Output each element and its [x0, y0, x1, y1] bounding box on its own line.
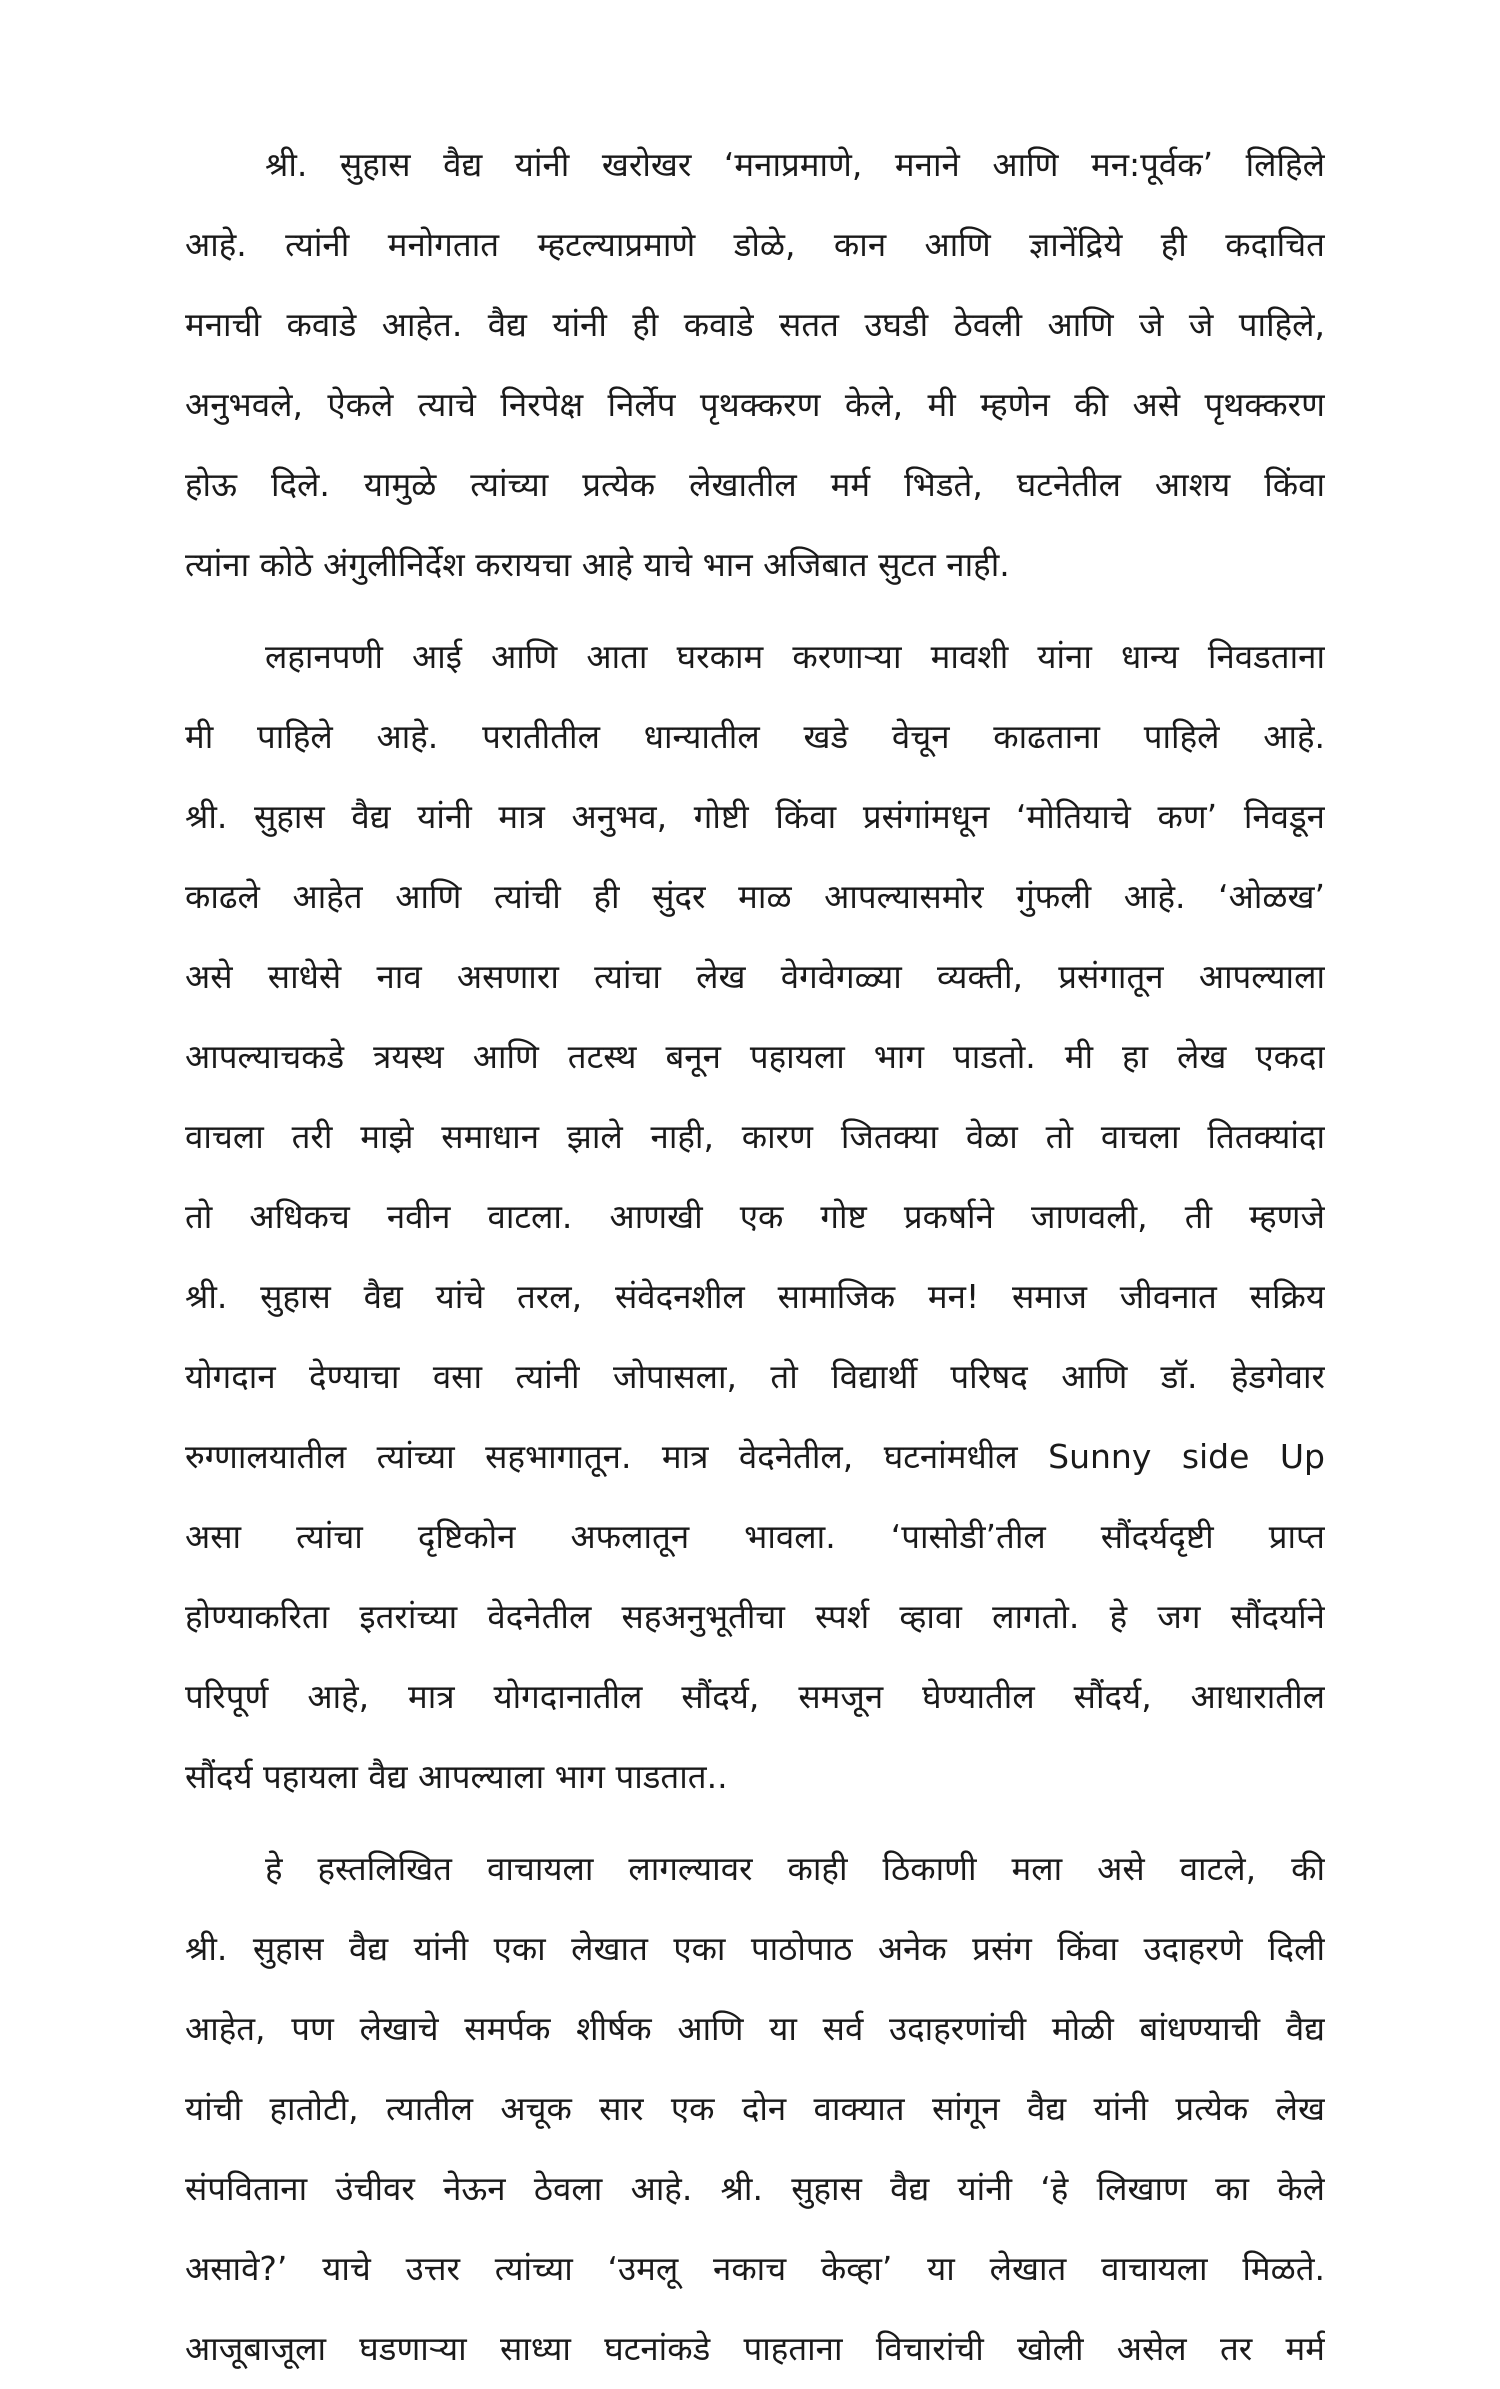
text-line: आजूबाजूला घडणाऱ्या साध्या घटनांकडे पाहताना विचारांची खोली असेल तर मर्म [185, 2329, 1325, 2368]
text-line: संपविताना उंचीवर नेऊन ठेवला आहे. श्री. सुहास वैद्य यांनी ‘हे लिखाण का केले [185, 2169, 1325, 2208]
document-page [185, 125, 1325, 2389]
text-line: यांची हातोटी, त्यातील अचूक सार एक दोन वाक्यात सांगून वैद्य यांनी प्रत्येक लेख [185, 2089, 1325, 2128]
text-line: श्री. सुहास वैद्य यांनी मात्र अनुभव, गोष्टी किंवा प्रसंगांमधून ‘मोतियाचे कण’ निवडून [185, 797, 1325, 836]
text-line: आहेत, पण लेखाचे समर्पक शीर्षक आणि या सर्व उदाहरणांची मोळी बांधण्याची वैद्य [185, 2009, 1325, 2048]
text-line: असे साधेसे नाव असणारा त्यांचा लेख वेगवेगळ्या व्यक्ती, प्रसंगातून आपल्याला [185, 957, 1325, 996]
text-line: श्री. सुहास वैद्य यांनी खरोखर ‘मनाप्रमाणे, मनाने आणि मन:पूर्वक’ लिहिले [265, 145, 1325, 184]
text-line: श्री. सुहास वैद्य यांनी एका लेखात एका पाठोपाठ अनेक प्रसंग किंवा उदाहरणे दिली [185, 1929, 1325, 1968]
text-line: असावे?’ याचे उत्तर त्यांच्या ‘उमलू नकाच केव्हा’ या लेखात वाचायला मिळते. [185, 2249, 1325, 2288]
text-line: योगदान देण्याचा वसा त्यांनी जोपासला, तो विद्यार्थी परिषद आणि डॉ. हेडगेवार [185, 1357, 1325, 1396]
paragraph-1 [185, 125, 1325, 605]
text-line: मी पाहिले आहे. परातीतील धान्यातील खडे वेचून काढताना पाहिले आहे. [185, 717, 1325, 756]
text-line: असा त्यांचा दृष्टिकोन अफलातून भावला. ‘पासोडी’तील सौंदर्यदृष्टी प्राप्त [185, 1517, 1325, 1556]
text-line: त्यांना कोठे अंगुलीनिर्देश करायचा आहे याचे भान अजिबात सुटत नाही. [185, 545, 1010, 584]
text-line: अनुभवले, ऐकले त्याचे निरपेक्ष निर्लेप पृथक्करण केले, मी म्हणेन की असे पृथक्करण [185, 385, 1325, 424]
text-line: होऊ दिले. यामुळे त्यांच्या प्रत्येक लेखातील मर्म भिडते, घटनेतील आशय किंवा [185, 465, 1325, 504]
text-line: श्री. सुहास वैद्य यांचे तरल, संवेदनशील सामाजिक मन! समाज जीवनात सक्रिय [185, 1277, 1325, 1316]
text-line: लहानपणी आई आणि आता घरकाम करणाऱ्या मावशी यांना धान्य निवडताना [265, 637, 1325, 676]
text-line: तो अधिकच नवीन वाटला. आणखी एक गोष्ट प्रकर्षाने जाणवली, ती म्हणजे [185, 1197, 1325, 1236]
text-line: काढले आहेत आणि त्यांची ही सुंदर माळ आपल्यासमोर गुंफली आहे. ‘ओळख’ [185, 877, 1325, 916]
text-line: परिपूर्ण आहे, मात्र योगदानातील सौंदर्य, समजून घेण्यातील सौंदर्य, आधारातील [185, 1677, 1325, 1716]
text-line: हे हस्तलिखित वाचायला लागल्यावर काही ठिकाणी मला असे वाटले, की [265, 1849, 1325, 1888]
text-line: मनाची कवाडे आहेत. वैद्य यांनी ही कवाडे सतत उघडी ठेवली आणि जे जे पाहिले, [185, 305, 1325, 344]
paragraph-2 [185, 617, 1325, 1817]
text-line: रुग्णालयातील त्यांच्या सहभागातून. मात्र वेदनेतील, घटनांमधील Sunny side Up [185, 1437, 1325, 1476]
paragraph-3 [185, 1829, 1325, 2389]
text-line: आहे. त्यांनी मनोगतात म्हटल्याप्रमाणे डोळे, कान आणि ज्ञानेंद्रिये ही कदाचित [185, 225, 1325, 264]
text-line: सौंदर्य पहायला वैद्य आपल्याला भाग पाडतात.. [185, 1757, 728, 1796]
text-line: होण्याकरिता इतरांच्या वेदनेतील सहअनुभूतीचा स्पर्श व्हावा लागतो. हे जग सौंदर्याने [185, 1597, 1325, 1636]
text-line: आपल्याचकडे त्रयस्थ आणि तटस्थ बनून पहायला भाग पाडतो. मी हा लेख एकदा [185, 1037, 1325, 1076]
text-line: वाचला तरी माझे समाधान झाले नाही, कारण जितक्या वेळा तो वाचला तितक्यांदा [185, 1117, 1325, 1156]
